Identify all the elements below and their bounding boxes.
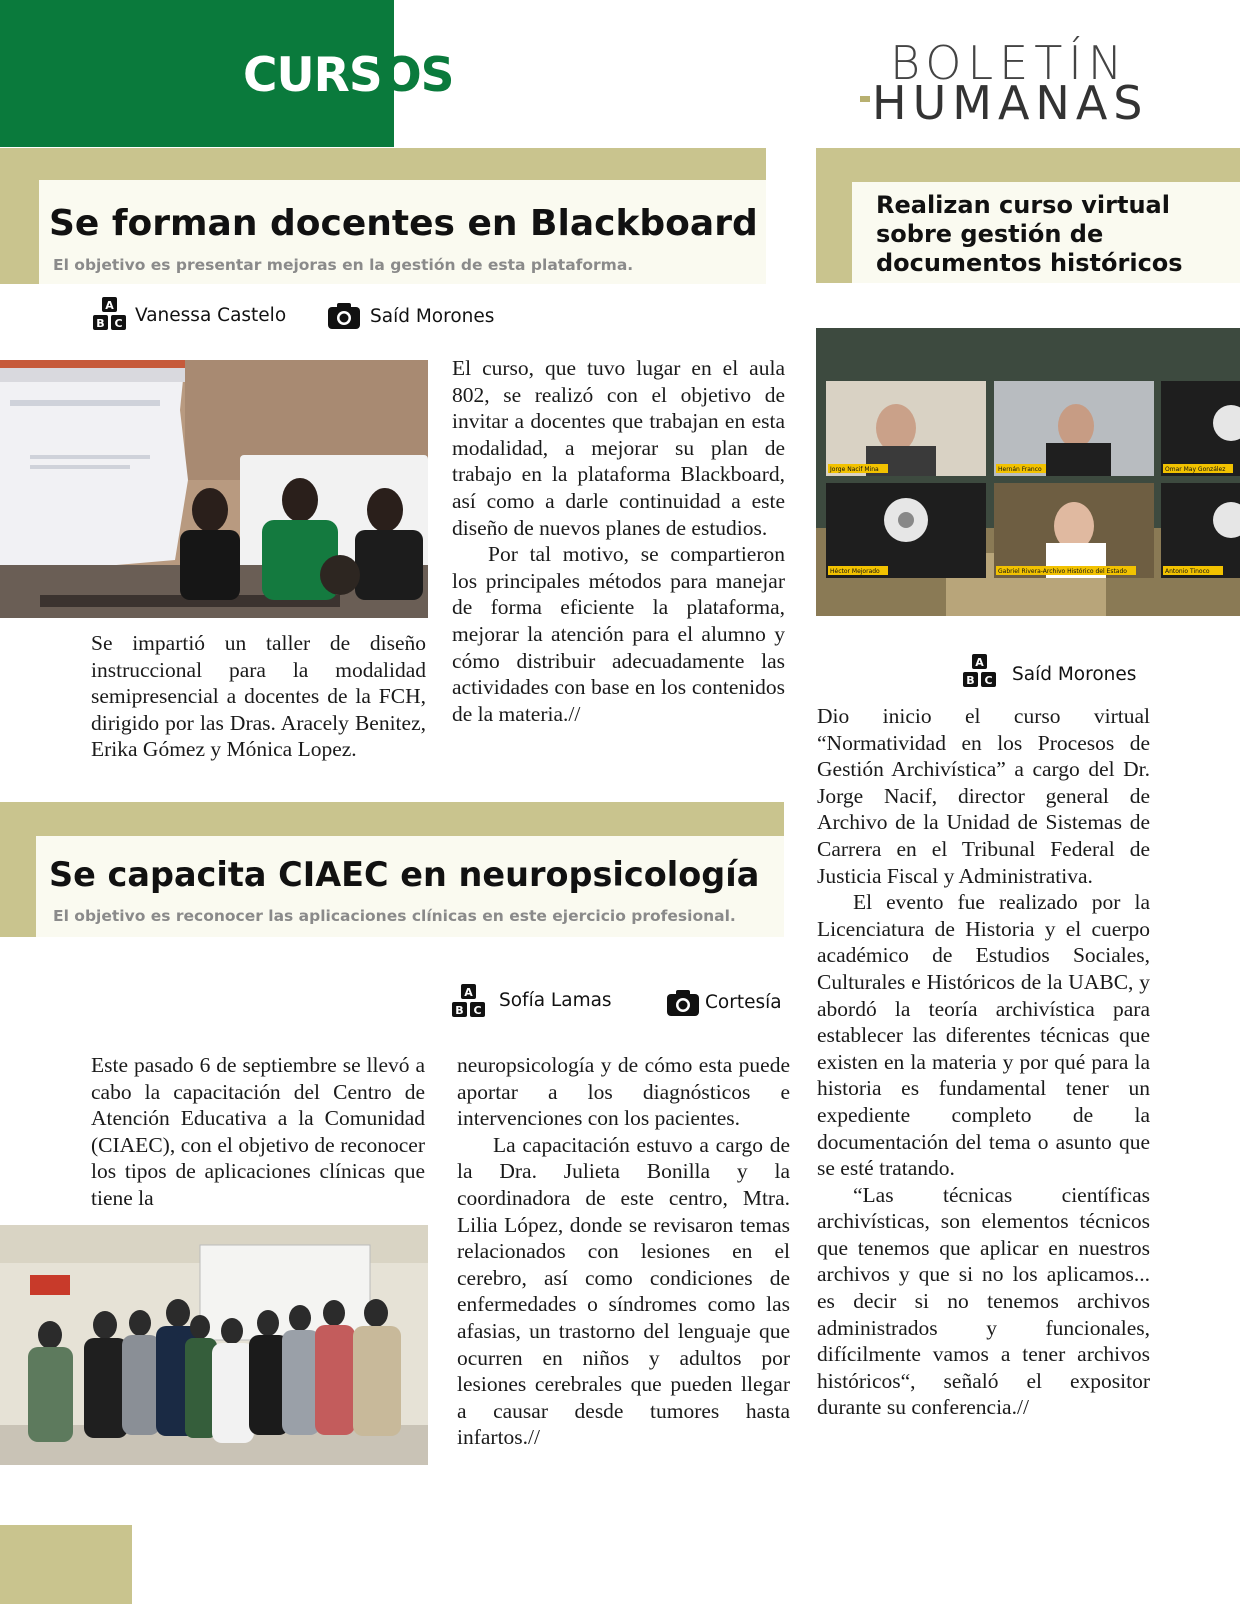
svg-text:C: C xyxy=(473,1004,482,1017)
article1-column2-paragraph2: Por tal motivo, se compartieron los principales métodos para manejar de forma eficiente la plataforma, mejorar la atención para el alumno y cómo distribuir adecuadamente las actividades con base en los contenidos de la materia.// xyxy=(452,542,785,726)
abc-blocks-icon xyxy=(451,984,487,1020)
article1-column1-text xyxy=(91,630,426,763)
article2-subtitle: El objetivo es reconocer las aplicaciones clínicas en este ejercicio profesional. xyxy=(53,907,736,925)
section-title-green-part: OS xyxy=(381,48,454,103)
section-title-white-part: CURS xyxy=(243,48,382,103)
abc-blocks-icon xyxy=(962,654,998,690)
article1-subtitle: El objetivo es presentar mejoras en la gestión de esta plataforma. xyxy=(53,256,634,274)
article1-column1-paragraph: Se impartió un taller de diseño instruccional para la modalidad semipresencial a docentes de la FCH, dirigido por las Dras. Aracely Benitez, Erika Gómez y Mónica Lopez. xyxy=(91,631,426,762)
article2-column2-paragraph1: neuropsicología y de cómo esta puede aportar a los diagnósticos e intervenciones con los pacientes. xyxy=(457,1053,790,1131)
svg-text:B: B xyxy=(966,674,975,687)
footer-accent-block xyxy=(0,1525,132,1604)
article2-title: Se capacita CIAEC en neuropsicología xyxy=(49,855,760,894)
section-title xyxy=(243,48,454,103)
article1-column2-text xyxy=(452,355,785,727)
svg-text:C: C xyxy=(114,317,123,330)
boletin-humanas-logo xyxy=(858,36,1178,130)
article3-title-line2: sobre gestión de xyxy=(876,220,1104,248)
video-participant-label: Gabriel Rivera-Archivo Histórico del Estado xyxy=(998,568,1127,575)
svg-text:C: C xyxy=(984,674,993,687)
abc-blocks-icon xyxy=(92,297,128,333)
article3-author: Saíd Morones xyxy=(1012,664,1137,685)
article3-paragraph1: Dio inicio el curso virtual “Normatividad en los Procesos de Gestión Archivística” a cargo del Dr. Jorge Nacif, director general de Archivo de la Unidad de Sistemas de Carrera en el Tribunal Federal de Justicia Fiscal y Administrativa. xyxy=(817,704,1150,888)
video-participant-label: Omar May González xyxy=(1165,466,1226,473)
camera-icon xyxy=(328,303,360,329)
article1-photographer: Saíd Morones xyxy=(370,306,495,327)
article2-column2-paragraph2: La capacitación estuvo a cargo de la Dra. Julieta Bonilla y la coordinadora de este centro, Mtra. Lilia López, donde se revisaron temas relacionados con lesiones en el cerebro, así como condiciones de enfermedades o síndromes como las afasias, un trastorno del lenguaje que ocurren en niños y adultos por lesiones cerebrales que pueden llegar a causar desde tumores hasta infartos.// xyxy=(457,1132,790,1450)
article2-author: Sofía Lamas xyxy=(499,990,612,1011)
article3-paragraph2: El evento fue realizado por la Licenciatura de Historia y el cuerpo académico de Estudios Sociales, Culturales e Históricos de la UABC, y abordó la teoría archivística para establecer las diferentes técnicas que existen en la materia y por qué para la historia es fundamental tener un expediente completo de la documentación del tema o asunto que se esté tratando. xyxy=(817,890,1150,1181)
svg-text:A: A xyxy=(975,656,984,669)
article3-paragraph3: “Las técnicas científicas archivísticas, son elementos técnicos que tenemos que aplicar en nuestros archivos y que si no los aplicamos... es decir si no tenemos archivos administrados y funcionales, difícilmente vamos a tener archivos históricos“, señaló el expositor durante su conferencia.// xyxy=(817,1182,1150,1420)
article3-title xyxy=(876,191,1183,278)
article3-body-text xyxy=(817,703,1150,1421)
svg-text:A: A xyxy=(105,299,114,312)
article2-column2-text xyxy=(457,1052,790,1451)
article1-title: Se forman docentes en Blackboard xyxy=(49,203,758,244)
camera-icon xyxy=(667,990,699,1016)
article2-photographer: Cortesía xyxy=(705,992,782,1013)
article1-column2-paragraph1: El curso, que tuvo lugar en el aula 802, se realizó con el objetivo de invitar a docentes que trabajan en esta modalidad, a mejorar su plan de trabajo en la plataforma Blackboard, así como a darle continuidad a este diseño de nuevos planes de estudios. xyxy=(452,356,785,540)
logo-accent-mark xyxy=(860,96,870,102)
svg-text:B: B xyxy=(96,317,105,330)
svg-text:A: A xyxy=(464,986,473,999)
video-participant-label: Héctor Mejorado xyxy=(830,568,880,575)
video-participant-label: Hernán Franco xyxy=(998,466,1042,473)
article1-author: Vanessa Castelo xyxy=(135,305,287,326)
video-participant-label: Antonio Tinoco xyxy=(1165,568,1210,575)
article3-title-line1: Realizan curso virtual xyxy=(876,191,1170,219)
article3-videoconference-photo xyxy=(816,328,1240,616)
article3-title-line3: documentos históricos xyxy=(876,249,1183,277)
video-participant-label: Jorge Nacif Mina xyxy=(830,466,879,473)
article2-column1-paragraph: Este pasado 6 de septiembre se llevó a cabo la capacitación del Centro de Atención Educativa a la Comunidad (CIAEC), con el objetivo de reconocer los tipos de aplicaciones clínicas que tiene la xyxy=(91,1053,425,1210)
svg-text:B: B xyxy=(455,1004,464,1017)
article2-photo xyxy=(0,1225,428,1465)
article2-column1-text xyxy=(91,1052,425,1212)
logo-line-1: BOLETÍN xyxy=(890,36,1129,90)
article1-photo xyxy=(0,360,428,618)
logo-line-2: HUMANAS xyxy=(872,76,1149,130)
